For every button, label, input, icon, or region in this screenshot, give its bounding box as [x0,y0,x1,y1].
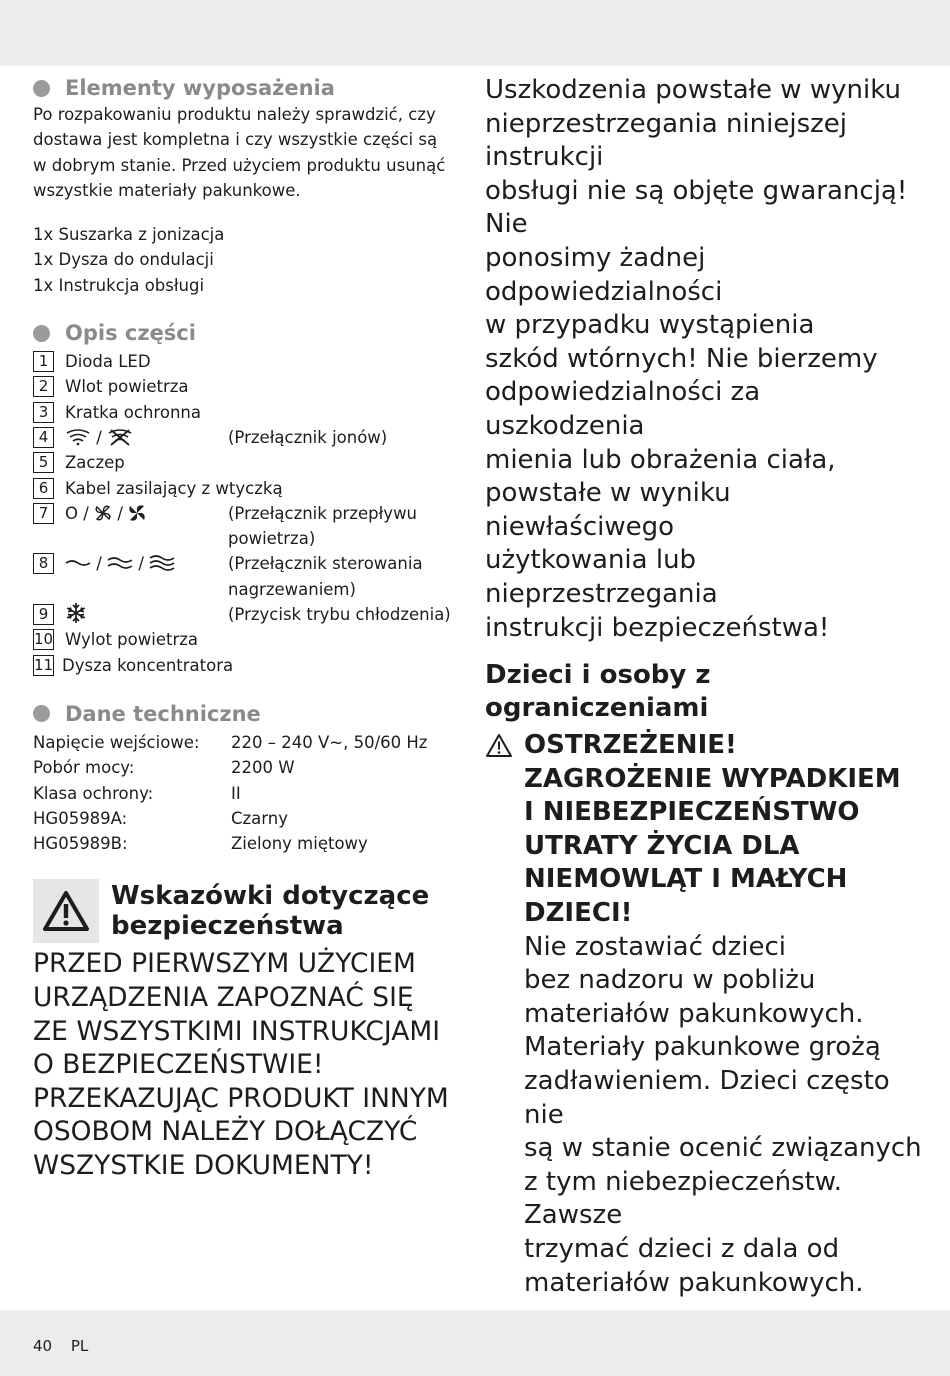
children-heading: Dzieci i osoby z ograniczeniami [485,660,711,724]
part-number: 8 [33,553,54,574]
page-footer [33,1337,102,1355]
part-number: 2 [33,376,54,397]
part-row: 11 Dysza koncentratora [34,655,234,675]
warning-block [485,729,925,1300]
parts-list [33,349,453,678]
part-number: 11 [34,655,54,674]
snowflake-icon [65,602,87,624]
table-row: Pobór mocy: 2200 W [33,758,295,778]
table-row: Napięcie wejściowe: 220 – 240 V~, 50/60 Hz [33,732,428,752]
part-row: 10 Wylot powietrza [34,630,199,650]
part-number: 9 [33,604,54,625]
ion-off-icon [107,428,133,446]
parts-heading: Opis części [33,319,453,347]
part-number: 6 [33,478,54,499]
part-row: 6 Kabel zasilający z wtyczką [33,476,453,501]
part-number: 3 [33,402,54,423]
part-row: 8 / / (Przełącznik sterowania nagrzewaniem) [33,551,453,602]
part-row: 7 O / / (Przełącznik przepływu powietrza) [33,501,453,552]
part-row: 1 Dioda LED [33,349,453,374]
heat-low-icon [65,555,91,571]
part-number: 7 [33,503,54,524]
tech-table [33,730,453,856]
ion-switch-symbols: / [65,425,228,450]
heat-medium-icon [107,555,133,571]
airflow-switch-symbols: O / / [65,501,228,552]
bullet-dot-icon [33,705,50,722]
part-number: 4 [33,427,54,448]
bullet-dot-icon [33,80,50,97]
part-row: 2 Wlot powietrza [33,374,453,399]
language-code: PL [70,1337,89,1355]
part-number: 10 [34,630,54,649]
warranty-paragraph: Uszkodzenia powstałe w wyniku nieprzestrzegania niniejszej instrukcji obsługi nie są objęte gwarancją! Nie ponosimy żadnej odpowiedzialności w przypadku wystąpienia szkód wtórnych! Nie bierzemy odpowiedzialności za uszkodzenia mienia lub obrażenia ciała, powstałe w wyniku niewłaściwego użytkowania lub nieprzestrzegania instrukcji bezpieczeństwa! [485,75,908,643]
right-column [485,74,925,1300]
part-row: 9 (Przycisk trybu chłodzenia) [33,602,453,627]
list-item: 1x Dysza do ondulacji [33,250,214,270]
part-row: 5 Zaczep [33,450,453,475]
safety-caps-text: PRZED PIERWSZYM UŻYCIEM URZĄDZENIA ZAPOZNAĆ SIĘ ZE WSZYSTKIMI INSTRUKCJAMI O BEZPIECZEŃSTWIE! PRZEKAZUJĄC PRODUKT INNYM OSOBOM NALEŻY DOŁĄCZYĆ WSZYSTKIE DOKUMENTY! [33,948,449,1181]
bullet-dot-icon [33,325,50,342]
equipment-heading: Elementy wyposażenia [33,74,453,102]
left-column [33,74,453,1183]
fan-high-icon [128,504,146,522]
list-item: 1x Suszarka z jonizacja [33,225,225,245]
part-number: 5 [33,452,54,473]
equipment-intro: Po rozpakowaniu produktu należy sprawdzić, czy dostawa jest kompletna i czy wszystkie części są w dobrym stanie. Przed użyciem produktu usunąć wszystkie materiały pakunkowe. [33,105,446,200]
warning-tile [33,879,99,943]
top-band [0,0,950,66]
tech-heading: Dane techniczne [33,700,453,728]
list-item: 1x Instrukcja obsługi [33,275,205,295]
page-number: 40 [33,1337,53,1355]
safety-header [33,879,453,943]
warning-title: OSTRZEŻENIE! ZAGROŻENIE WYPADKIEM I NIEBEZPIECZEŃSTWO UTRATY ŻYCIA DLA NIEMOWLĄT I MAŁYCH DZIECI! [524,730,901,929]
heat-high-icon [149,555,175,571]
part-row: 3 Kratka ochronna [33,400,453,425]
heat-switch-symbols: / / [65,551,228,602]
table-row: HG05989A: Czarny [33,808,289,828]
part-row: 4 / (Przełącznik jonów) [33,425,453,450]
safety-title: Wskazówki dotyczące bezpieczeństwa [111,881,430,942]
warning-triangle-icon [42,890,90,932]
ion-on-icon [65,428,91,446]
warning-triangle-icon [485,733,513,758]
table-row: HG05989B: Zielony miętowy [33,834,368,854]
table-row: Klasa ochrony: II [33,783,241,803]
warning-body: Nie zostawiać dzieci bez nadzoru w pobliżu materiałów pakunkowych. Materiały pakunkowe grożą zadławieniem. Dzieci często nie są w stanie ocenić związanych z tym niebezpieczeństw. Zawsze trzymać dzieci z dala od materiałów pakunkowych. [524,931,922,1298]
part-number: 1 [33,351,54,372]
fan-low-icon [94,504,112,522]
equipment-list [33,222,453,298]
bottom-band [0,1310,950,1376]
